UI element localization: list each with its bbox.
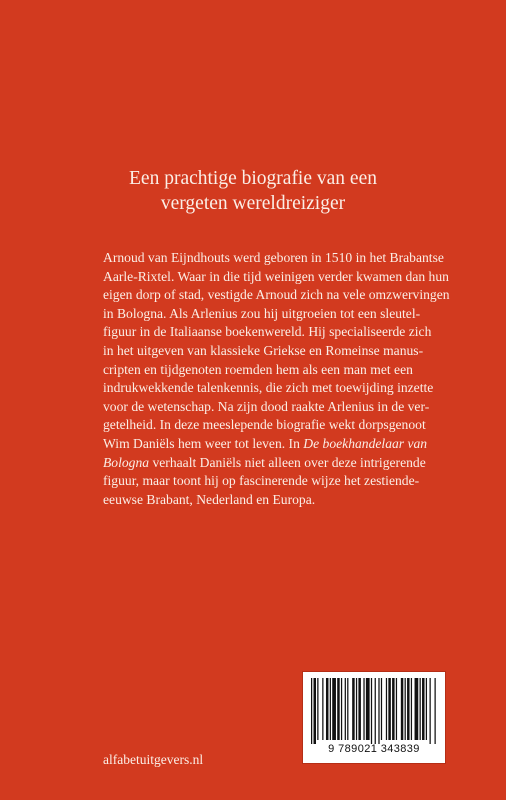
isbn-barcode (302, 671, 446, 764)
barcode-bar (317, 678, 318, 740)
barcode-bar (392, 678, 395, 740)
barcode-bar (332, 678, 336, 740)
barcode-bar (330, 678, 331, 740)
blurb-line (103, 305, 423, 324)
blurb-line-text: in het uitgeven van klassieke Griekse en Romeinse manus- (103, 342, 424, 358)
barcode-bar (356, 678, 357, 740)
barcode-bar (388, 678, 391, 740)
blurb-line-text: Aarle-Rixtel. Waar in die tijd weinigen verder kwamen dan hun (103, 268, 449, 284)
blurb-text (103, 249, 450, 509)
barcode-bar (358, 678, 361, 740)
barcode-bar (337, 678, 340, 740)
blurb-line-text: in Bologna. Als Arlenius zou hij uitgroeien tot een sleutel- (103, 305, 421, 321)
blurb-line-text: Wim Daniëls hem weer tot leven. In (103, 435, 304, 451)
barcode-bar (341, 678, 342, 740)
blurb-line (103, 268, 449, 287)
blurb-line (103, 491, 423, 510)
blurb-line-text: voor de wetenschap. Na zijn dood raakte Arlenius in de ver- (103, 398, 430, 414)
barcode-bar (426, 678, 427, 740)
blurb-line (103, 472, 423, 491)
blurb-line-text: verhaalt Daniëls niet alleen over deze intrigerende (149, 454, 426, 470)
barcode-bar (407, 678, 410, 740)
barcode-bar (378, 678, 379, 744)
barcode-bar (314, 678, 317, 744)
blurb-line-text: eigen dorp of stad, vestigde Arnoud zich na vele omzwervingen (103, 287, 450, 303)
headline (60, 166, 446, 216)
blurb-line-text: indrukwekkende talenkennis, die zich met toewijding inzette (103, 380, 434, 396)
barcode-bar (420, 678, 421, 740)
blurb-line (103, 454, 426, 473)
barcode-bar (352, 678, 355, 740)
isbn-number: 9 789021 343839 (328, 743, 420, 755)
barcode-bar (366, 678, 370, 740)
headline-line: vergeten wereldreiziger (160, 193, 346, 214)
book-title-text: De boekhandelaar van (303, 435, 428, 451)
blurb-line (103, 249, 444, 268)
barcode-bar (430, 678, 431, 744)
barcode-bar (311, 678, 312, 744)
barcode-bars (311, 678, 437, 744)
barcode-bar (386, 678, 387, 740)
barcode-bar (405, 678, 406, 740)
blurb-line (103, 398, 430, 417)
blurb-line-text: cripten en tijdgenoten roemden hem als een man met een (103, 361, 413, 377)
blurb-line-text: figuur in de Italiaanse boekenwereld. Hij specialiseerde zich (103, 324, 432, 340)
barcode-bar (381, 678, 382, 740)
blurb-line (103, 379, 434, 398)
barcode-bar (435, 678, 436, 744)
blurb-line (103, 286, 450, 305)
blurb-line-text: Arnoud van Eijndhouts werd geboren in 1510 in het Brabantse (103, 250, 444, 265)
barcode-bar (326, 678, 329, 740)
blurb-line (103, 323, 432, 342)
barcode-bar (322, 678, 323, 740)
barcode-bar (371, 678, 372, 744)
barcode-bar (415, 678, 419, 740)
headline-line: Een prachtige biografie van een (129, 168, 377, 189)
barcode-bar (422, 678, 425, 740)
publisher-website-link[interactable]: alfabetuitgevers.nl (103, 752, 204, 767)
blurb-line-text: getelheid. In deze meeslepende biografie wekt dorpsgenoot (103, 417, 426, 433)
blurb-line (103, 435, 428, 454)
barcode-bar (375, 678, 376, 744)
blurb-line (103, 342, 423, 361)
blurb-line (103, 361, 423, 380)
blurb-line-text: Bologna (103, 454, 150, 470)
barcode-bar (401, 678, 404, 740)
barcode-bar (345, 678, 346, 740)
barcode-bar (411, 678, 412, 740)
blurb-line (103, 416, 426, 435)
barcode-bar (396, 678, 397, 740)
barcode-bar (347, 678, 348, 740)
blurb-line-text: eeuwse Brabant, Nederland en Europa. (103, 491, 316, 507)
barcode-bar (363, 678, 364, 740)
blurb-line-text: figuur, maar toont hij op fascinerende wijze het zestiende- (103, 473, 420, 489)
